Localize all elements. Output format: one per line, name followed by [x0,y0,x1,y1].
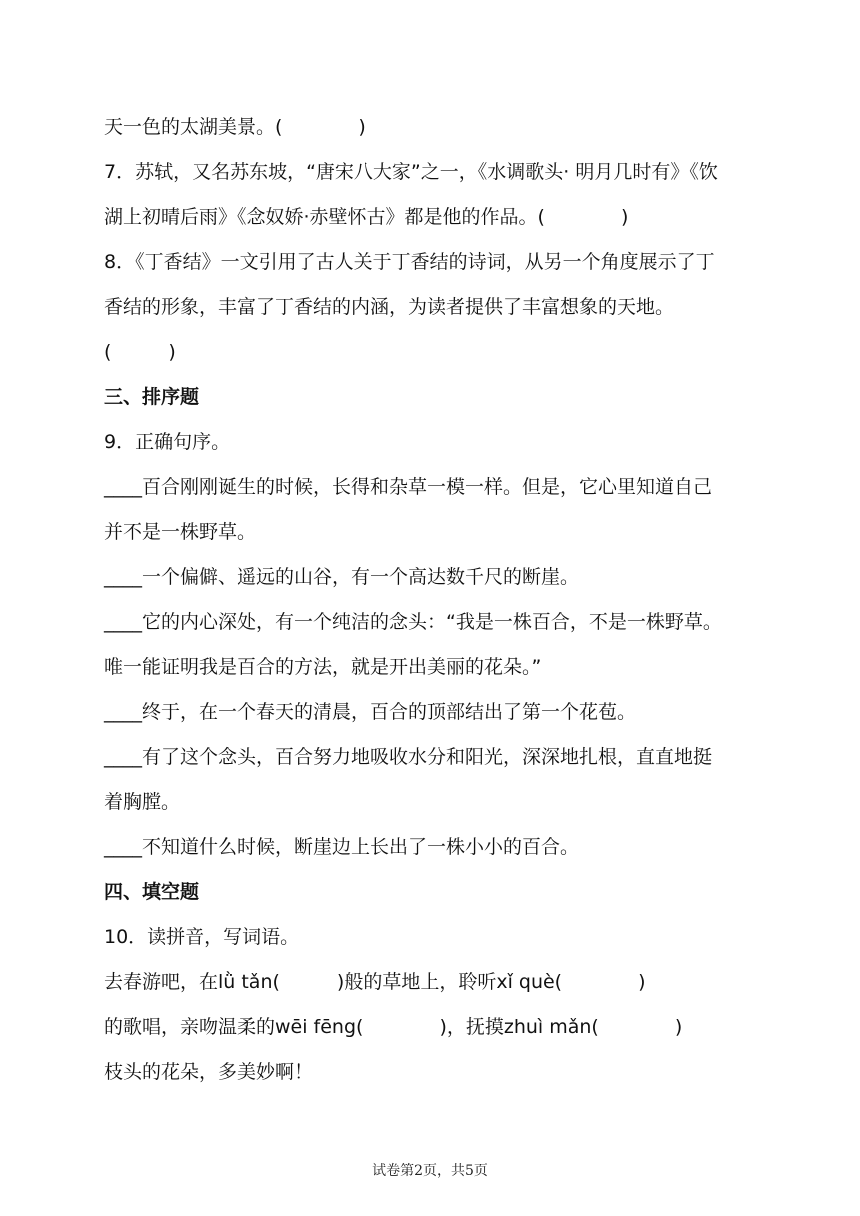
sentence-item: ____它的内心深处，有一个纯洁的念头：“我是一株百合，不是一株野草。 [104,611,722,633]
sentence-item: ____有了这个念头，百合努力地吸收水分和阳光，深深地扎根，直直地挺 [104,746,713,768]
text-line: 香结的形象，丰富了丁香结的内涵，为读者提供了丰富想象的天地。 [104,296,675,318]
text-line: 枝头的花朵，多美妙啊！ [104,1061,314,1083]
text-line: 并不是一株野草。 [104,521,257,543]
section-heading: 三、排序题 [104,386,200,408]
sentence-item: ____百合刚刚诞生的时候，长得和杂草一模一样。但是，它心里知道自己 [104,476,713,498]
pinyin-line: 的歌唱，亲吻温柔的wēi fēng( )，抚摸zhuì mǎn( ) [104,1016,683,1038]
question-10: 10．读拼音，写词语。 [104,926,300,948]
question-9: 9．正确句序。 [104,431,231,453]
pinyin-line: 去春游吧，在lǜ tǎn( )般的草地上，聆听xǐ què( ) [104,971,646,993]
text-line: 着胸膛。 [104,791,181,813]
answer-blank: ( ) [104,341,176,363]
section-heading: 四、填空题 [104,881,200,903]
text-line: 唯一能证明我是百合的方法，就是开出美丽的花朵。” [104,656,542,678]
question-7: 7．苏轼，又名苏东坡，“唐宋八大家”之一，《水调歌头· 明月几时有》《饮 [104,161,718,183]
page-footer: 试卷第2页，共5页 [372,1163,488,1179]
text-line: 湖上初晴后雨》《念奴娇·赤壁怀古》都是他的作品。( ) [104,206,629,228]
sentence-item: ____不知道什么时候，断崖边上长出了一株小小的百合。 [104,836,580,858]
sentence-item: ____终于，在一个春天的清晨，百合的顶部结出了第一个花苞。 [104,701,637,723]
question-8: 8．《丁香结》一文引用了古人关于丁香结的诗词，从另一个角度展示了丁 [104,251,715,273]
sentence-item: ____一个偏僻、遥远的山谷，有一个高达数千尺的断崖。 [104,566,580,588]
text-line: 天一色的太湖美景。( ) [104,116,366,138]
